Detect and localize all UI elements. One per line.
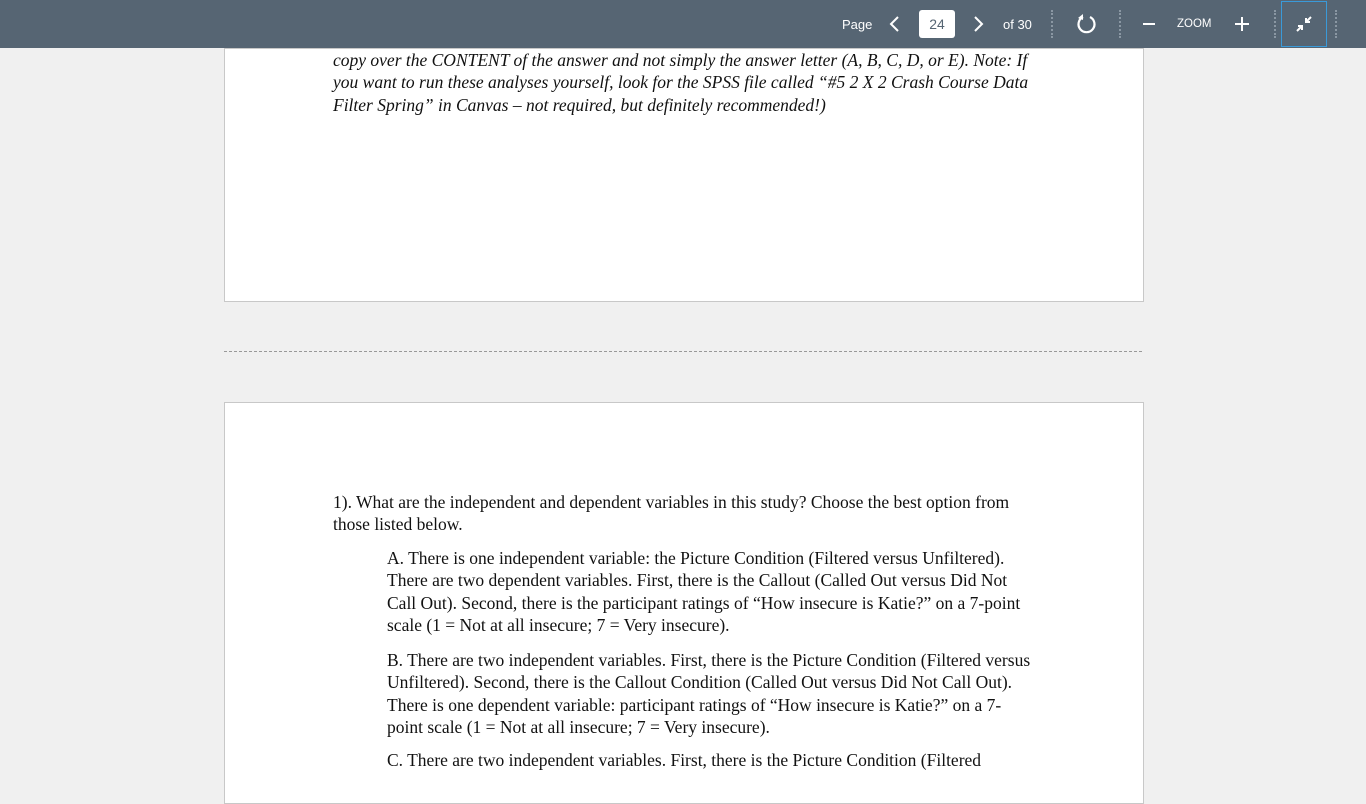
zoom-out-icon — [1141, 16, 1157, 32]
exit-fullscreen-icon — [1295, 15, 1313, 33]
chevron-left-icon — [888, 15, 902, 33]
page-text-note: copy over the CONTENT of the answer and not simply the answer letter (A, B, C, D, or E). Note: If you want to run these analyses yourself, look for the SPSS file called “#5 2 X 2 Crash Course Data Filter Spring” in Canvas – not required, but definitely recommended!) — [333, 50, 1029, 115]
zoom-in-icon — [1234, 16, 1250, 32]
chevron-right-icon — [971, 15, 985, 33]
next-page-button[interactable] — [962, 8, 994, 40]
page-number-input[interactable] — [919, 10, 955, 38]
previous-page-button[interactable] — [879, 8, 911, 40]
option-a: A. There is one independent variable: the Picture Condition (Filtered versus Unfiltered). There are two dependent variables. First, there is the Callout (Called Out versus Did Not Call Out). Second, there is the participant ratings of “How insecure is Katie?” on a 7-point scale (1 = Not at all insecure; 7 = Very insecure). — [387, 548, 1021, 636]
divider — [1274, 10, 1276, 38]
option-c: C. There are two independent variables. First, there is the Picture Condition (Filtered — [387, 750, 982, 770]
divider — [1335, 10, 1337, 38]
exit-fullscreen-button[interactable] — [1281, 1, 1327, 47]
option-b: B. There are two independent variables. First, there is the Picture Condition (Filtered versus Unfiltered). Second, there is the Callout Condition (Called Out versus Did Not Call Out). There is one dependent variable: participant ratings of “How insecure is Katie?” on a 7-point scale (1 = Not at all insecure; 7 = Very insecure). — [387, 650, 1031, 738]
divider — [1119, 10, 1121, 38]
pdf-toolbar — [0, 0, 1366, 48]
divider — [1051, 10, 1053, 38]
question-text: 1). What are the independent and dependent variables in this study? Choose the best option from those listed below. — [333, 492, 1010, 535]
page-total: of 30 — [1003, 16, 1032, 32]
rotate-button[interactable] — [1070, 8, 1102, 40]
page-label: Page — [842, 16, 873, 32]
zoom-label: ZOOM — [1177, 18, 1212, 30]
rotate-icon — [1075, 13, 1097, 35]
page-divider — [224, 351, 1142, 352]
zoom-in-button[interactable] — [1226, 8, 1258, 40]
zoom-out-button[interactable] — [1133, 8, 1165, 40]
